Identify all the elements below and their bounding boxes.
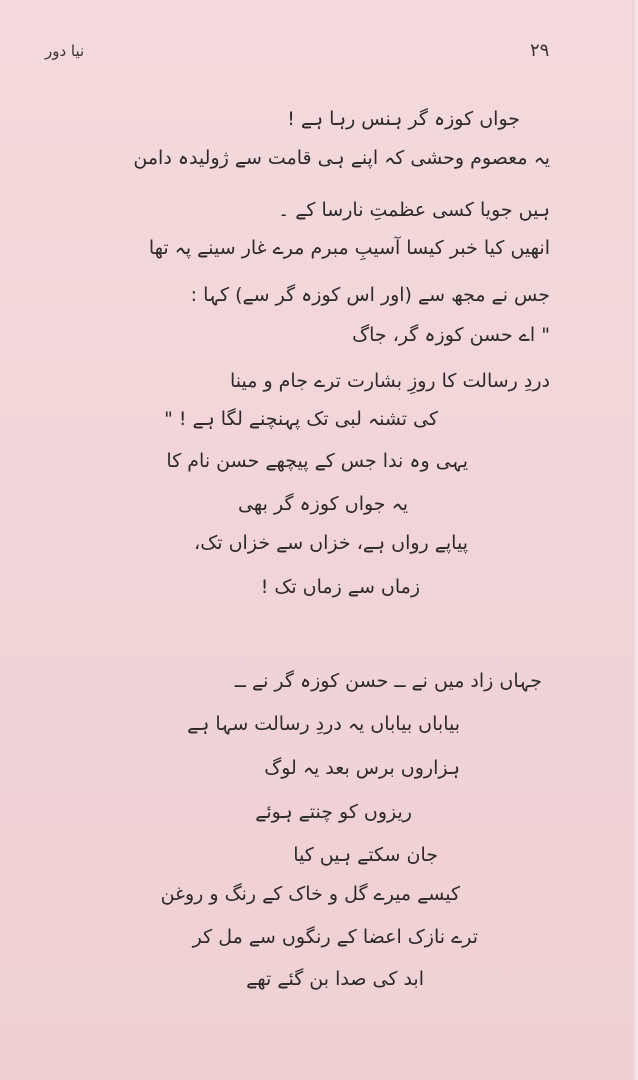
poem-line: جواں کوزہ گر ہنس رہا ہے ! <box>287 108 520 130</box>
poem-line: ریزوں کو چنتے ہوئے <box>255 801 412 823</box>
poem-line: جس نے مجھ سے (اور اس کوزہ گر سے) کہا : <box>190 284 550 306</box>
poem-line: یہ معصوم وحشی کہ اپنے ہی قامت سے ژولیدہ دامن <box>133 147 550 169</box>
poem-line: یہ جواں کوزہ گر بھی <box>238 493 408 515</box>
poem-line: پیاپے رواں ہے، خزاں سے خزاں تک، <box>194 532 468 554</box>
poem-line: دردِ رسالت کا روزِ بشارت ترے جام و مینا <box>229 370 550 392</box>
poem-line: ابد کی صدا بن گئے تھے <box>246 968 424 990</box>
poem-line: کی تشنہ لبی تک پہنچنے لگا ہے ! " <box>164 408 438 430</box>
poem-line: بیاباں بیاباں یہ دردِ رسالت سہا ہے <box>187 713 460 735</box>
poem-line: یہی وہ ندا جس کے پیچھے حسن نام کا <box>166 450 468 472</box>
poem-line: ہزاروں برس بعد یہ لوگ <box>264 757 460 779</box>
poem-line: جہاں زاد میں نے ــ حسن کوزہ گر نے ــ <box>234 670 542 692</box>
poem-line: ہیں جویا کسی عظمتِ نارسا کے ۔ <box>278 199 550 221</box>
poem-line: ترے نازک اعضا کے رنگوں سے مل کر <box>192 926 478 948</box>
running-head: نیا دور <box>45 42 85 60</box>
poem-line: زماں سے زماں تک ! <box>260 576 420 598</box>
poem-line: انھیں کیا خبر کیسا آسیبِ مبرم مرے غار سینے پہ تھا <box>148 237 550 259</box>
poem-line: کیسے میرے گل و خاک کے رنگ و روغن <box>160 883 460 905</box>
poem-line: جان سکتے ہیں کیا <box>293 844 438 866</box>
poem-line: " اے حسن کوزہ گر، جاگ <box>352 324 550 346</box>
page-number: ۲۹ <box>530 40 550 61</box>
